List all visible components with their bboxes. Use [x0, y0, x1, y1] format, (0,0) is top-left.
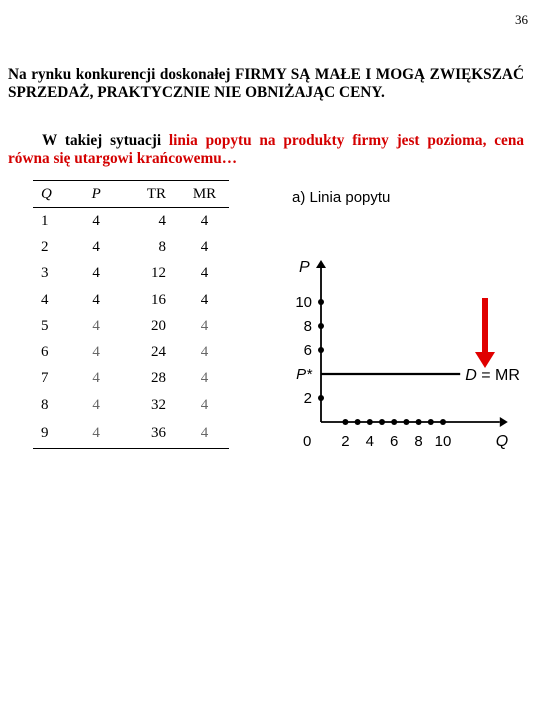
origin-label: 0 — [303, 433, 312, 450]
cell-p: 4 — [92, 370, 100, 387]
x-axis-point — [428, 419, 434, 425]
chart-series — [321, 367, 520, 384]
x-axis-point — [403, 419, 409, 425]
cell-tr: 24 — [151, 344, 167, 361]
chart-points — [318, 299, 446, 425]
cell-q: 1 — [41, 212, 49, 229]
cell-tr: 4 — [158, 212, 167, 229]
y-tick-label: 6 — [303, 342, 312, 359]
y-axis-label: P — [299, 259, 310, 276]
revenue-table — [33, 180, 229, 449]
table-row — [33, 392, 229, 418]
x-axis-point — [391, 419, 397, 425]
table-row — [33, 261, 229, 287]
x-axis-point — [342, 419, 348, 425]
x-tick-label: 10 — [434, 433, 452, 450]
table-row — [33, 418, 229, 449]
cell-mr: 4 — [200, 317, 209, 334]
paragraph-demand-intro: W takiej sytuacji — [42, 132, 169, 149]
x-axis-point — [379, 419, 385, 425]
y-axis-arrowhead — [316, 260, 326, 268]
x-axis-arrowhead — [500, 417, 508, 427]
chart-arrow — [475, 298, 495, 368]
cell-q: 8 — [41, 396, 49, 413]
cell-tr: 12 — [151, 265, 167, 282]
cell-q: 6 — [41, 344, 49, 361]
paragraph-demand — [8, 132, 524, 168]
cell-mr: 4 — [200, 265, 209, 282]
cell-p: 4 — [92, 265, 100, 282]
cell-mr: 4 — [200, 238, 209, 255]
y-axis-point — [318, 395, 324, 401]
y-tick-label: 10 — [295, 294, 312, 311]
cell-p: 4 — [76, 418, 116, 449]
cell-q: 5 — [41, 317, 49, 334]
chart-x-ticks — [341, 433, 451, 450]
table-header-row — [33, 181, 229, 208]
cell-p: 4 — [92, 212, 100, 229]
red-arrow-head — [475, 352, 495, 368]
y-axis-point — [318, 323, 324, 329]
x-tick-label: 2 — [341, 433, 350, 450]
table-row — [33, 339, 229, 365]
cell-tr: 16 — [151, 291, 167, 308]
paragraph-demand-highlight: linia popytu na produkty firmy jest pozioma, cena równa się utargowi krańcowemu… — [8, 132, 524, 167]
x-axis-point — [416, 419, 422, 425]
cell-p: 4 — [92, 291, 100, 308]
cell-mr: 4 — [180, 418, 229, 449]
x-axis-point — [440, 419, 446, 425]
header-mr: MR — [180, 181, 229, 208]
cell-tr: 32 — [151, 396, 167, 413]
y-tick-label: 8 — [303, 318, 312, 335]
y-axis-point — [318, 347, 324, 353]
cell-p: 4 — [92, 317, 100, 334]
cell-q: 9 — [33, 418, 76, 449]
cell-p: 4 — [92, 344, 100, 361]
cell-p: 4 — [92, 396, 100, 413]
chart-y-ticks — [295, 294, 313, 407]
x-axis-point — [355, 419, 361, 425]
table-row — [33, 208, 229, 235]
cell-mr: 4 — [200, 370, 209, 387]
x-tick-label: 6 — [390, 433, 399, 450]
cell-q: 4 — [41, 291, 49, 308]
cell-q: 3 — [41, 265, 49, 282]
x-axis-label: Q — [495, 433, 509, 450]
cell-tr: 28 — [151, 370, 167, 387]
table-body — [33, 208, 229, 449]
cell-tr: 20 — [151, 317, 167, 334]
table-row — [33, 313, 229, 339]
y-tick-label: P* — [296, 366, 312, 383]
table-row — [33, 234, 229, 260]
page-number: 36 — [515, 12, 528, 27]
y-axis-point — [318, 299, 324, 305]
table-row — [33, 366, 229, 392]
header-tr: TR — [116, 181, 180, 208]
y-tick-label: 2 — [303, 390, 312, 407]
x-tick-label: 8 — [414, 433, 423, 450]
cell-mr: 4 — [200, 291, 209, 308]
cell-mr: 4 — [200, 344, 209, 361]
cell-mr: 4 — [200, 396, 209, 413]
x-tick-label: 4 — [365, 433, 374, 450]
cell-mr: 4 — [200, 212, 209, 229]
demand-line-label: D = MR — [465, 367, 520, 384]
cell-p: 4 — [92, 238, 100, 255]
paragraph-intro: Na rynku konkurencji doskonałej FIRMY SĄ MAŁE I MOGĄ ZWIĘKSZAĆ SPRZEDAŻ, PRAKTYCZNIE NIE OBNIŻAJĄC CENY. — [8, 66, 524, 101]
x-axis-point — [367, 419, 373, 425]
header-q: Q — [33, 181, 76, 208]
chart-title: a) Linia popytu — [292, 189, 391, 206]
header-p: P — [76, 181, 116, 208]
cell-tr: 8 — [158, 238, 167, 255]
cell-tr: 36 — [116, 418, 180, 449]
cell-q: 7 — [41, 370, 49, 387]
table-row — [33, 287, 229, 313]
demand-chart — [280, 180, 530, 460]
red-arrow-shaft — [482, 298, 488, 354]
cell-q: 2 — [41, 238, 49, 255]
